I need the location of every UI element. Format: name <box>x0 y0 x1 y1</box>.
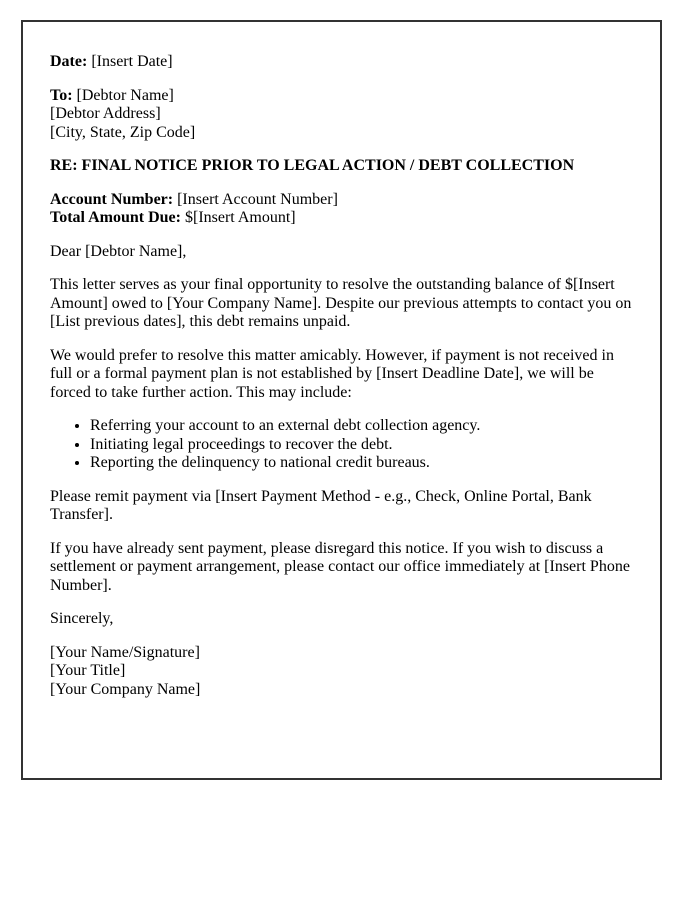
paragraph-final-opportunity: This letter serves as your final opportunity to resolve the outstanding balance of $[Insert Amount] owed to [Your Company Name]. Despite our previous attempts to contact you on [List previous dates], this debt remains unpaid. <box>50 276 632 330</box>
signature-block <box>50 644 636 700</box>
date-label: Date: <box>50 53 88 70</box>
salutation: Dear [Debtor Name], <box>50 242 187 260</box>
signature-title: [Your Title] <box>50 662 126 679</box>
paragraph-payment-method: Please remit payment via [Insert Payment Method - e.g., Check, Online Portal, Bank Transfer]. <box>50 487 592 523</box>
paragraph-disregard-notice: If you have already sent payment, please disregard this notice. If you wish to discuss a settlement or payment arrangement, please contact our office immediately at [Insert Phone Number]. <box>50 539 630 594</box>
signature-name: [Your Name/Signature] <box>50 643 200 661</box>
date-value: [Insert Date] <box>91 53 173 70</box>
total-due-value: $[Insert Amount] <box>184 209 296 226</box>
account-block <box>50 191 636 228</box>
letter-document <box>21 20 662 780</box>
account-number-label: Account Number: <box>50 190 174 208</box>
account-number-value: [Insert Account Number] <box>177 190 338 208</box>
debtor-name: [Debtor Name] <box>76 86 174 104</box>
recipient-block <box>50 87 636 143</box>
to-label: To: <box>50 86 73 104</box>
list-item-legal-proceedings: • Initiating legal proceedings to recover the debt. <box>90 436 636 455</box>
signature-company: [Your Company Name] <box>50 680 201 698</box>
subject-line: RE: FINAL NOTICE PRIOR TO LEGAL ACTION / DEBT COLLECTION <box>50 157 575 174</box>
date-line <box>50 53 636 72</box>
paragraph-amicable-warning: We would prefer to resolve this matter amicably. However, if payment is not received in full or a formal payment plan is not established by [Insert Deadline Date], we will be forced to take further action. This may include: <box>50 346 614 401</box>
consequences-list <box>50 417 636 473</box>
debtor-address: [Debtor Address] <box>50 105 161 122</box>
list-item-credit-bureaus: • Reporting the delinquency to national credit bureaus. <box>90 454 636 473</box>
closing: Sincerely, <box>50 610 114 627</box>
total-due-label: Total Amount Due: <box>50 209 181 226</box>
debtor-city-state-zip: [City, State, Zip Code] <box>50 123 196 141</box>
list-item-collection-agency: • Referring your account to an external debt collection agency. <box>90 417 636 436</box>
